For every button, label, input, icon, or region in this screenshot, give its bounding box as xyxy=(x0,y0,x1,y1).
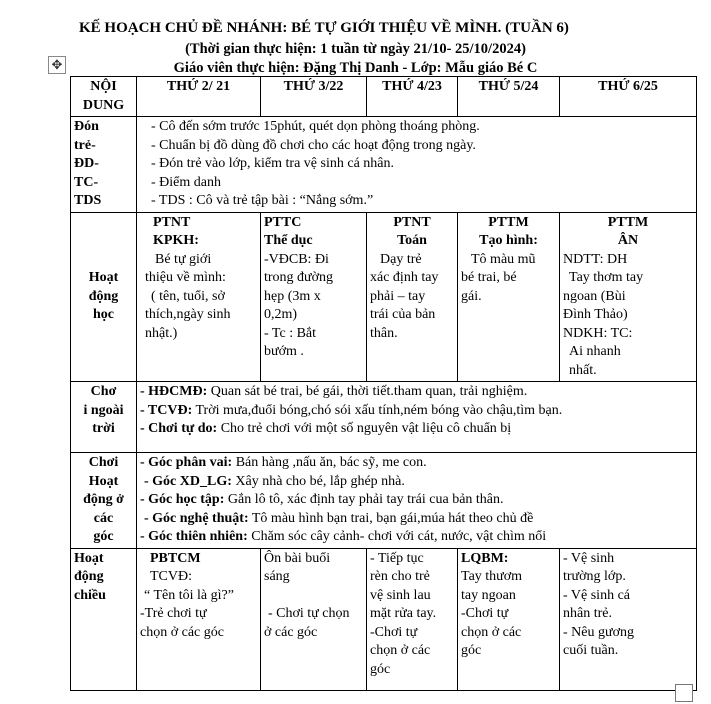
header-day-fri: THỨ 6/25 xyxy=(560,77,697,117)
list-item: - HĐCMĐ: Quan sát bé trai, bé gái, thời tiết.tham quan, trải nghiệm. xyxy=(140,384,528,399)
list-item: - Góc thiên nhiên: Chăm sóc cây cảnh- chơi với cát, nước, vật chìm nổi xyxy=(140,529,547,544)
weekly-plan-table xyxy=(70,76,697,691)
lesson-cell-wed: PTNT Toán Dạy trẻ xác định tay phải – tay trái của bản thân. xyxy=(367,212,458,382)
afternoon-cell-tue: Ôn bài buổi sáng - Chơi tự chọn ở các góc xyxy=(261,548,367,690)
afternoon-cell-mon: PBTCM TCVĐ: “ Tên tôi là gì?” -Trẻ chơi tự chọn ở các góc xyxy=(137,548,261,690)
plan-teacher-class: Giáo viên thực hiện: Đặng Thị Danh - Lớp: Mẫu giáo Bé C xyxy=(173,60,538,76)
header-content-cell: NỘI DUNG xyxy=(71,77,137,117)
list-item: - Chuẩn bị đồ dùng đồ chơi cho các hoạt động trong ngày. xyxy=(151,137,476,153)
header-day-mon: THỨ 2/ 21 xyxy=(137,77,261,117)
header-day-wed: THỨ 4/23 xyxy=(367,77,458,117)
row-outdoor-content xyxy=(137,382,697,453)
row-welcome-label: Đón trẻ- ĐD- TC- TDS xyxy=(71,117,137,213)
row-corners-content xyxy=(137,453,697,549)
header-row xyxy=(71,77,697,117)
list-item: - Cô đến sớm trước 15phút, quét dọn phòng thoáng phòng. xyxy=(151,119,480,134)
move-cross-icon[interactable]: ✥ xyxy=(48,56,66,74)
lesson-cell-fri: PTTM ÂN NDTT: DH Tay thơm tay ngoan (Bùi Đình Thảo) NDKH: TC: Ai nhanh nhất. xyxy=(560,212,697,382)
list-item: - Góc nghệ thuật: Tô màu hình bạn trai, bạn gái,múa hát theo chủ đề xyxy=(144,510,534,526)
row-outdoor-label: Chơ i ngoài trời xyxy=(71,382,137,453)
afternoon-cell-wed: - Tiếp tục rèn cho trẻ vệ sinh lau mặt rửa tay. -Chơi tự chọn ở các góc xyxy=(367,548,458,690)
row-afternoon-label: Hoạt động chiều xyxy=(71,548,137,690)
list-item: - TCVĐ: Trời mưa,đuổi bóng,chó sói xấu tính,ném bóng vào chậu,tìm bạn. xyxy=(140,402,563,418)
row-afternoon xyxy=(71,548,697,690)
row-lessons xyxy=(71,212,697,382)
lesson-cell-thu: PTTM Tạo hình: Tô màu mũ bé trai, bé gái. xyxy=(458,212,560,382)
plan-date-range: (Thời gian thực hiện: 1 tuần từ ngày 21/10- 25/10/2024) xyxy=(185,41,526,57)
afternoon-cell-thu: LQBM: Tay thươm tay ngoan -Chơi tự chọn ở các góc xyxy=(458,548,560,690)
row-outdoor xyxy=(71,382,697,453)
list-item: - Góc XD_LG: Xây nhà cho bé, lắp ghép nhà. xyxy=(144,473,405,489)
row-corners xyxy=(71,453,697,549)
list-item: - Góc phân vai: Bán hàng ,nấu ăn, bác sỹ, me con. xyxy=(140,455,427,470)
table-resize-handle[interactable] xyxy=(675,684,693,702)
row-lessons-label: Hoạt động học xyxy=(71,212,137,382)
list-item: - Góc học tập: Gắn lô tô, xác định tay phải tay trái cua bản thân. xyxy=(140,492,504,507)
row-corners-label: Chơi Hoạt động ở các góc xyxy=(71,453,137,549)
list-item: - Điểm danh xyxy=(151,174,221,190)
header-day-tue: THỨ 3/22 xyxy=(261,77,367,117)
row-welcome-content xyxy=(137,117,697,213)
list-item: - Đón trẻ vào lớp, kiểm tra vệ sinh cá nhân. xyxy=(151,156,394,171)
list-item: - TDS : Cô và trẻ tập bài : “Nắng sớm.” xyxy=(151,193,374,208)
lesson-cell-tue: PTTC Thể dục -VĐCB: Đi trong đường hẹp (3m x 0,2m) - Tc : Bắt bướm . xyxy=(261,212,367,382)
afternoon-cell-fri: - Vệ sinh trường lớp. - Vệ sinh cá nhân trẻ. - Nêu gương cuối tuần. xyxy=(560,548,697,690)
list-item: - Chơi tự do: Cho trẻ chơi với một số nguyên vật liệu cô chuẩn bị xyxy=(140,421,512,436)
plan-title: KẾ HOẠCH CHỦ ĐỀ NHÁNH: BÉ TỰ GIỚI THIỆU VỀ MÌNH. (TUẦN 6) xyxy=(79,20,569,36)
lesson-cell-mon: PTNT KPKH: Bé tự giới thiệu về mình: ( tên, tuổi, sở thích,ngày sinh nhật.) xyxy=(137,212,261,382)
row-welcome xyxy=(71,117,697,213)
header-day-thu: THỨ 5/24 xyxy=(458,77,560,117)
